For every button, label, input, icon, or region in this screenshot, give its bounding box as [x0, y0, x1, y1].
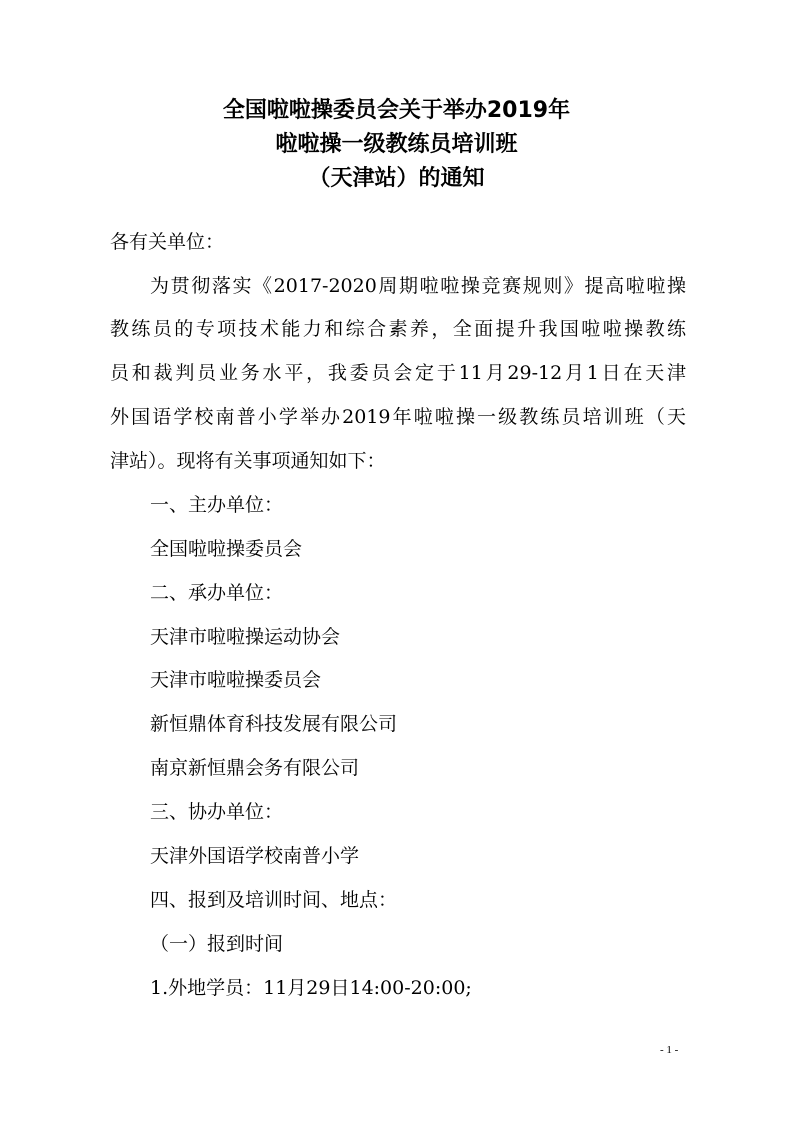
host-item: 新恒鼎体育科技发展有限公司 — [150, 713, 398, 735]
intro-paragraph-line: 为贯彻落实《2017-2020周期啦啦操竞赛规则》提高啦啦操 — [150, 275, 686, 297]
section-heading-time-location: 四、报到及培训时间、地点： — [150, 889, 398, 911]
document-title-line-3: （天津站）的通知 — [308, 166, 485, 191]
organizer-item: 全国啦啦操委员会 — [150, 538, 303, 560]
section-heading-organizer: 一、主办单位： — [150, 494, 284, 516]
co-organizer-item: 天津外国语学校南普小学 — [150, 845, 360, 867]
document-title-line-1: 全国啦啦操委员会关于举办2019年 — [222, 98, 571, 123]
host-item: 天津市啦啦操运动协会 — [150, 626, 341, 648]
document-title-line-2: 啦啦操一级教练员培训班 — [275, 132, 518, 157]
section-heading-co-organizer: 三、协办单位： — [150, 801, 284, 823]
intro-paragraph-line: 外国语学校南普小学举办2019年啦啦操一级教练员培训班（天 — [110, 406, 686, 428]
salutation: 各有关单位： — [110, 231, 225, 253]
registration-time-item: 1.外地学员：11月29日14:00-20:00; — [150, 977, 472, 999]
host-item: 天津市啦啦操委员会 — [150, 669, 322, 691]
intro-paragraph-line: 员和裁判员业务水平，我委员会定于11月29-12月1日在天津 — [110, 362, 686, 384]
intro-paragraph-line: 教练员的专项技术能力和综合素养，全面提升我国啦啦操教练 — [110, 318, 686, 340]
host-item: 南京新恒鼎会务有限公司 — [150, 757, 360, 779]
intro-paragraph-line: 津站）。现将有关事项通知如下： — [110, 450, 386, 472]
page-number: - 1 - — [660, 1044, 679, 1056]
section-heading-host: 二、承办单位： — [150, 582, 284, 604]
subsection-heading-registration-time: （一）报到时间 — [150, 933, 284, 955]
